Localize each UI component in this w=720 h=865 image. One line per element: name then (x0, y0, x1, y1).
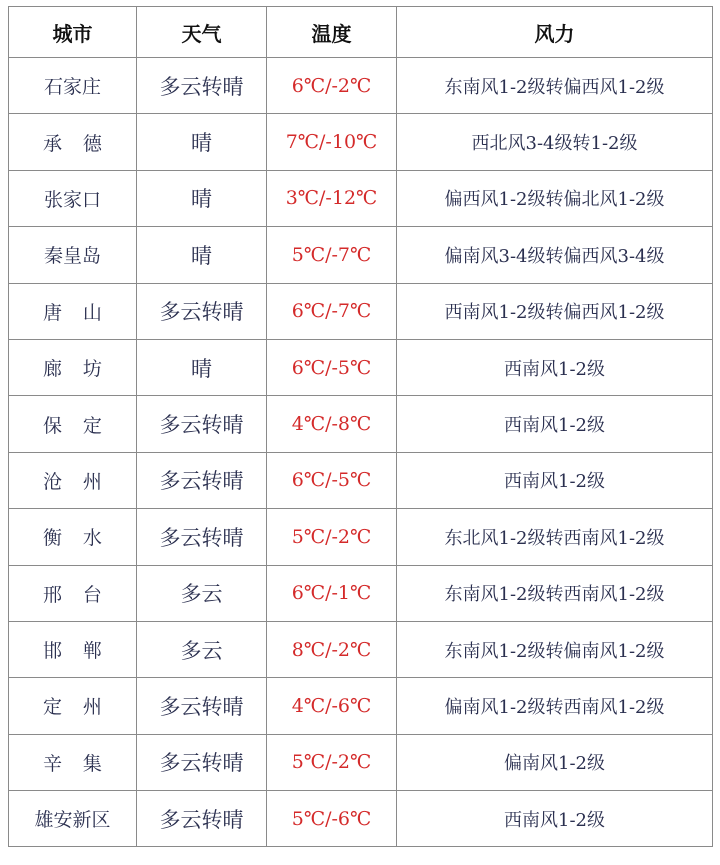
table-body (9, 58, 713, 847)
cell-city: 邢台 (9, 565, 137, 621)
weather-forecast-table (8, 6, 713, 847)
cell-weather: 多云转晴 (137, 678, 267, 734)
cell-city: 雄安新区 (9, 791, 137, 847)
cell-city: 张家口 (9, 170, 137, 226)
cell-temperature: 5℃/-2℃ (267, 734, 397, 790)
cell-wind: 偏南风1-2级转西南风1-2级 (397, 678, 713, 734)
cell-temperature: 4℃/-8℃ (267, 396, 397, 452)
cell-weather: 多云 (137, 565, 267, 621)
table-row (9, 565, 713, 621)
table-row (9, 283, 713, 339)
table-row (9, 396, 713, 452)
cell-temperature: 6℃/-1℃ (267, 565, 397, 621)
header-wind: 风力 (397, 7, 713, 58)
table-row (9, 734, 713, 790)
cell-city: 保定 (9, 396, 137, 452)
cell-weather: 晴 (137, 227, 267, 283)
cell-temperature: 6℃/-5℃ (267, 452, 397, 508)
cell-temperature: 4℃/-6℃ (267, 678, 397, 734)
cell-temperature: 6℃/-5℃ (267, 339, 397, 395)
cell-wind: 西南风1-2级转偏西风1-2级 (397, 283, 713, 339)
cell-city: 秦皇岛 (9, 227, 137, 283)
table-row (9, 621, 713, 677)
cell-weather: 多云转晴 (137, 791, 267, 847)
table-row (9, 678, 713, 734)
cell-weather: 晴 (137, 170, 267, 226)
cell-weather: 多云转晴 (137, 58, 267, 114)
table-row (9, 227, 713, 283)
cell-city: 衡水 (9, 509, 137, 565)
cell-city: 辛集 (9, 734, 137, 790)
table-row (9, 452, 713, 508)
cell-temperature: 7℃/-10℃ (267, 114, 397, 170)
cell-wind: 西南风1-2级 (397, 339, 713, 395)
cell-temperature: 8℃/-2℃ (267, 621, 397, 677)
cell-temperature: 6℃/-7℃ (267, 283, 397, 339)
cell-temperature: 6℃/-2℃ (267, 58, 397, 114)
cell-temperature: 5℃/-6℃ (267, 791, 397, 847)
weather-forecast-table-container (8, 6, 713, 847)
cell-wind: 西南风1-2级 (397, 452, 713, 508)
cell-wind: 西南风1-2级 (397, 396, 713, 452)
table-row (9, 114, 713, 170)
cell-city: 邯郸 (9, 621, 137, 677)
table-row (9, 339, 713, 395)
cell-weather: 多云转晴 (137, 396, 267, 452)
cell-weather: 多云转晴 (137, 452, 267, 508)
cell-temperature: 5℃/-2℃ (267, 509, 397, 565)
header-temperature: 温度 (267, 7, 397, 58)
cell-wind: 西南风1-2级 (397, 791, 713, 847)
cell-weather: 晴 (137, 339, 267, 395)
cell-wind: 东南风1-2级转偏南风1-2级 (397, 621, 713, 677)
cell-wind: 偏西风1-2级转偏北风1-2级 (397, 170, 713, 226)
cell-city: 石家庄 (9, 58, 137, 114)
table-row (9, 791, 713, 847)
cell-weather: 多云 (137, 621, 267, 677)
cell-wind: 东南风1-2级转偏西风1-2级 (397, 58, 713, 114)
cell-weather: 多云转晴 (137, 283, 267, 339)
table-header-row (9, 7, 713, 58)
cell-weather: 多云转晴 (137, 509, 267, 565)
cell-weather: 多云转晴 (137, 734, 267, 790)
table-row (9, 509, 713, 565)
cell-weather: 晴 (137, 114, 267, 170)
cell-temperature: 3℃/-12℃ (267, 170, 397, 226)
cell-city: 承德 (9, 114, 137, 170)
cell-city: 沧州 (9, 452, 137, 508)
cell-city: 定州 (9, 678, 137, 734)
cell-wind: 偏南风3-4级转偏西风3-4级 (397, 227, 713, 283)
header-city: 城市 (9, 7, 137, 58)
header-weather: 天气 (137, 7, 267, 58)
cell-city: 唐山 (9, 283, 137, 339)
table-row (9, 170, 713, 226)
cell-wind: 西北风3-4级转1-2级 (397, 114, 713, 170)
cell-wind: 偏南风1-2级 (397, 734, 713, 790)
table-row (9, 58, 713, 114)
cell-city: 廊坊 (9, 339, 137, 395)
cell-wind: 东南风1-2级转西南风1-2级 (397, 565, 713, 621)
cell-temperature: 5℃/-7℃ (267, 227, 397, 283)
cell-wind: 东北风1-2级转西南风1-2级 (397, 509, 713, 565)
